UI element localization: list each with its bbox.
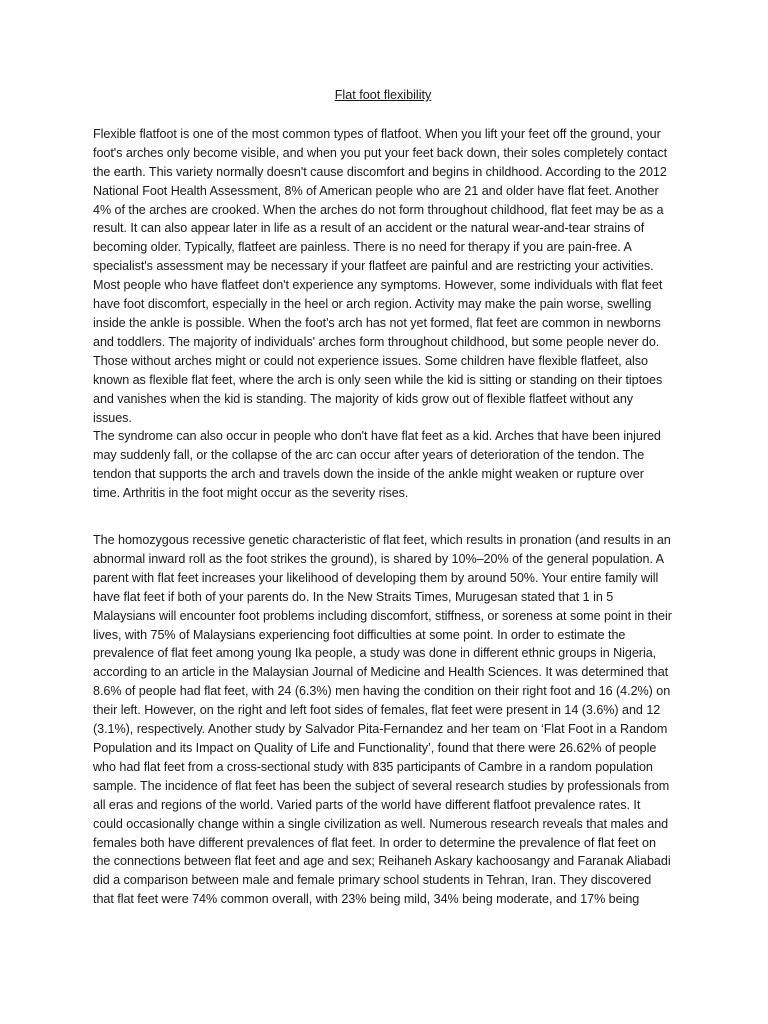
document-title: Flat foot flexibility [334,88,432,102]
paragraph-spacer [93,503,673,531]
paragraph-flexible-flatfoot: Flexible flatfoot is one of the most common types of flatfoot. When you lift your feet off the ground, your foot's arches only become visible, and when you put your feet back down, their soles completely contact the earth. This variety normally doesn't cause discomfort and begins in childhood. According to the 2012 National Foot Health Assessment, 8% of American people who are 21 and older have flat feet. Another 4% of the arches are crooked. When the arches do not form throughout childhood, flat feet may be as a result. It can also appear later in life as a result of an accident or the natural wear-and-tear strains of becoming older. Typically, flatfeet are painless. There is no need for therapy if you are pain-free. A specialist's assessment may be necessary if your flatfeet are painful and are restricting your activities. Most people who have flatfeet don't experience any symptoms. However, some individuals with flat feet have foot discomfort, especially in the heel or arch region. Activity may make the pain worse, swelling inside the ankle is possible. When the foot's arch has not yet formed, flat feet are common in newborns and toddlers. The majority of individuals' arches form throughout childhood, but some people never do. Those without arches might or could not experience issues. Some children have flexible flatfeet, also known as flexible flat feet, where the arch is only seen while the kid is sitting or standing on their tiptoes and vanishes when the kid is standing. The majority of kids grow out of flexible flatfeet without any issues. [93,126,668,425]
document-page [93,86,673,909]
paragraph-syndrome: The syndrome can also occur in people who don't have flat feet as a kid. Arches that have been injured may suddenly fall, or the collapse of the arc can occur after years of deterioration of the tendon. The tendon that supports the arch and travels down the inside of the ankle might weaken or rupture over time. Arthritis in the foot might occur as the severity rises. [93,429,661,501]
paragraph-prevalence: The homozygous recessive genetic characteristic of flat feet, which results in pronation (and results in an abnormal inward roll as the foot strikes the ground), is shared by 10%–20% of the general population. A parent with flat feet increases your likelihood of developing them by around 50%. Your entire family will have flat feet if both of your parents do. In the New Straits Times, Murugesan stated that 1 in 5 Malaysians will encounter foot problems including discomfort, stiffness, or soreness at some point in their lives, with 75% of Malaysians experiencing foot difficulties at some point. In order to estimate the prevalence of flat feet among young Ika people, a study was done in different ethnic groups in Nigeria, according to an article in the Malaysian Journal of Medicine and Health Sciences. It was determined that 8.6% of people had flat feet, with 24 (6.3%) men having the condition on their right foot and 16 (4.2%) on their left. However, on the right and left foot sides of females, flat feet were present in 14 (3.6%) and 12 (3.1%), respectively. Another study by Salvador Pita-Fernandez and her team on ‘Flat Foot in a Random Population and its Impact on Quality of Life and Functionality’, found that there were 26.62% of people who had flat feet from a cross-sectional study with 835 participants of Cambre in a random population sample. The incidence of flat feet has been the subject of several research studies by professionals from all eras and regions of the world. Varied parts of the world have different flatfoot prevalence rates. It could occasionally change within a single civilization as well. Numerous research reveals that males and females both have different prevalences of flat feet. In order to determine the prevalence of flat feet on the connections between flat feet and age and sex; Reihaneh Askary kachoosangy and Faranak Aliabadi did a comparison between male and female primary school students in Tehran, Iran. They discovered that flat feet were 74% common overall, with 23% being mild, 34% being moderate, and 17% being [93,533,672,907]
